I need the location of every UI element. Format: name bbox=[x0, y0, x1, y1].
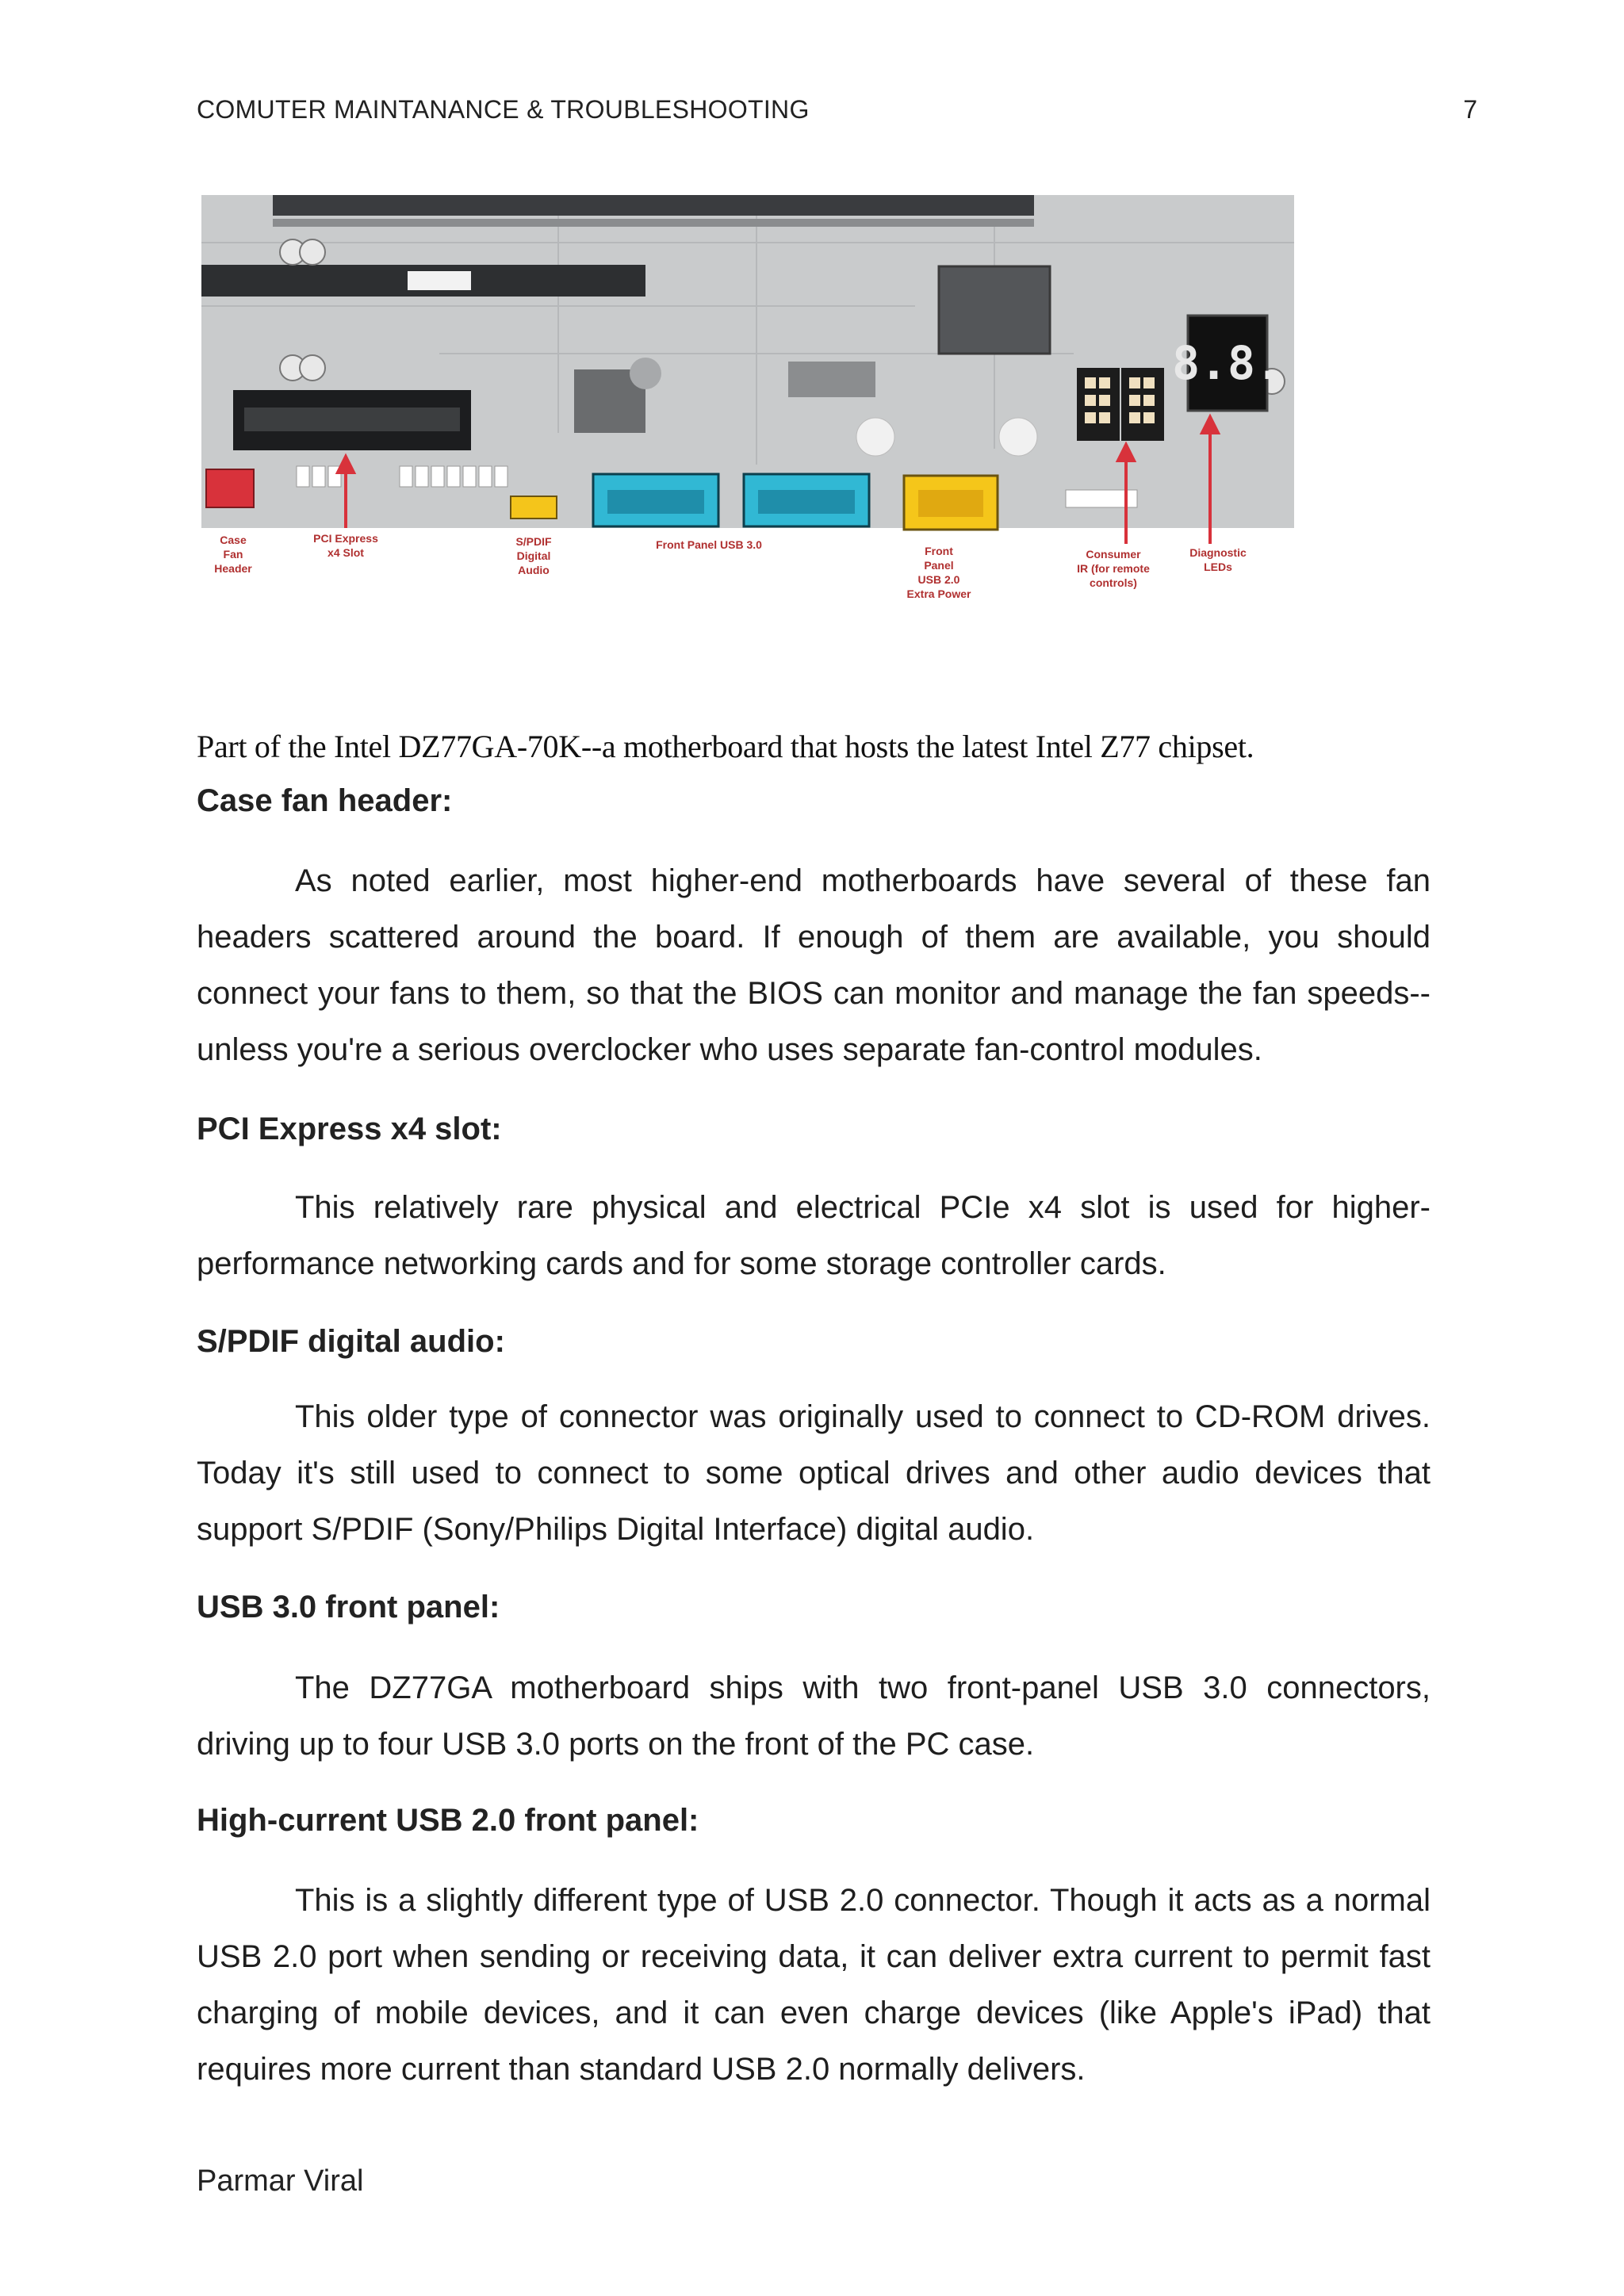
svg-text:Panel: Panel bbox=[924, 559, 954, 572]
page-number: 7 bbox=[1463, 95, 1477, 124]
consumer-ir-header bbox=[1077, 368, 1120, 441]
section-heading-usb20: High-current USB 2.0 front panel: bbox=[197, 1803, 699, 1838]
section-body-spdif: This older type of connector was originally used to connect to CD-ROM drives. Today it's still used to connect to some optical drives and other audio devices that support S/PDIF (Sony/Philips Digital Interface) digital audio. bbox=[197, 1399, 1431, 1547]
svg-text:Digital: Digital bbox=[516, 549, 551, 562]
section-heading-pci-express: PCI Express x4 slot: bbox=[197, 1112, 502, 1146]
svg-text:Fan: Fan bbox=[223, 548, 243, 561]
motherboard-figure bbox=[201, 195, 1294, 623]
svg-text:Front Panel USB 3.0: Front Panel USB 3.0 bbox=[656, 538, 762, 551]
svg-text:x4 Slot: x4 Slot bbox=[327, 546, 364, 559]
section-body-case-fan: As noted earlier, most higher-end motherboards have several of these fan headers scattered around the board. If enough of them are available, you should connect your fans to them, so that the BIOS can monitor and manage the fan speeds--unless you're a serious overclocker who uses separate fan-control modules. bbox=[197, 863, 1431, 1067]
svg-text:IR (for remote: IR (for remote bbox=[1077, 562, 1150, 575]
svg-text:PCI Express: PCI Express bbox=[313, 532, 378, 545]
section-heading-usb30: USB 3.0 front panel: bbox=[197, 1590, 500, 1624]
section-heading-case-fan: Case fan header: bbox=[197, 783, 453, 818]
svg-text:Audio: Audio bbox=[518, 564, 550, 576]
chip bbox=[856, 418, 894, 456]
svg-text:Consumer: Consumer bbox=[1086, 548, 1141, 561]
footer-author: Parmar Viral bbox=[197, 2164, 364, 2198]
motherboard-illustration bbox=[201, 195, 1294, 623]
svg-text:USB 2.0: USB 2.0 bbox=[917, 573, 960, 586]
dimm-slot bbox=[273, 195, 1034, 216]
led-readout: 8.8. bbox=[1172, 336, 1283, 390]
chip bbox=[630, 358, 661, 389]
svg-text:Extra Power: Extra Power bbox=[906, 587, 971, 600]
svg-text:controls): controls) bbox=[1090, 576, 1137, 589]
svg-text:Case: Case bbox=[220, 534, 247, 546]
figure-caption: Part of the Intel DZ77GA-70K--a motherboard that hosts the latest Intel Z77 chipset. bbox=[197, 729, 1254, 764]
svg-text:S/PDIF: S/PDIF bbox=[515, 535, 552, 548]
sticker bbox=[408, 271, 471, 290]
chipset bbox=[939, 266, 1050, 354]
spdif-connector bbox=[511, 496, 557, 519]
svg-text:Diagnostic: Diagnostic bbox=[1189, 546, 1247, 559]
svg-text:LEDs: LEDs bbox=[1204, 561, 1232, 573]
section-body-pci-express: This relatively rare physical and electrical PCIe x4 slot is used for higher-performance networking cards and for some storage controller cards. bbox=[197, 1190, 1431, 1281]
section-heading-spdif: S/PDIF digital audio: bbox=[197, 1324, 505, 1359]
consumer-ir-header bbox=[1121, 368, 1164, 441]
svg-text:Header: Header bbox=[214, 562, 252, 575]
case-fan-header bbox=[206, 469, 254, 507]
running-header: COMUTER MAINTANANCE & TROUBLESHOOTING bbox=[197, 95, 810, 124]
section-body-usb20: This is a slightly different type of USB 2.0 connector. Though it acts as a normal USB 2.0 port when sending or receiving data, it can deliver extra current to permit fast charging of mobile devices, and it can even charge devices (like Apple's iPad) that requires more current than standard USB 2.0 normally delivers. bbox=[197, 1883, 1431, 2087]
figure-labels bbox=[214, 532, 1247, 600]
svg-text:Front: Front bbox=[925, 545, 953, 557]
chip bbox=[999, 418, 1037, 456]
chip bbox=[788, 362, 875, 397]
section-body-usb30: The DZ77GA motherboard ships with two front-panel USB 3.0 connectors, driving up to four USB 3.0 ports on the front of the PC case. bbox=[197, 1670, 1431, 1762]
